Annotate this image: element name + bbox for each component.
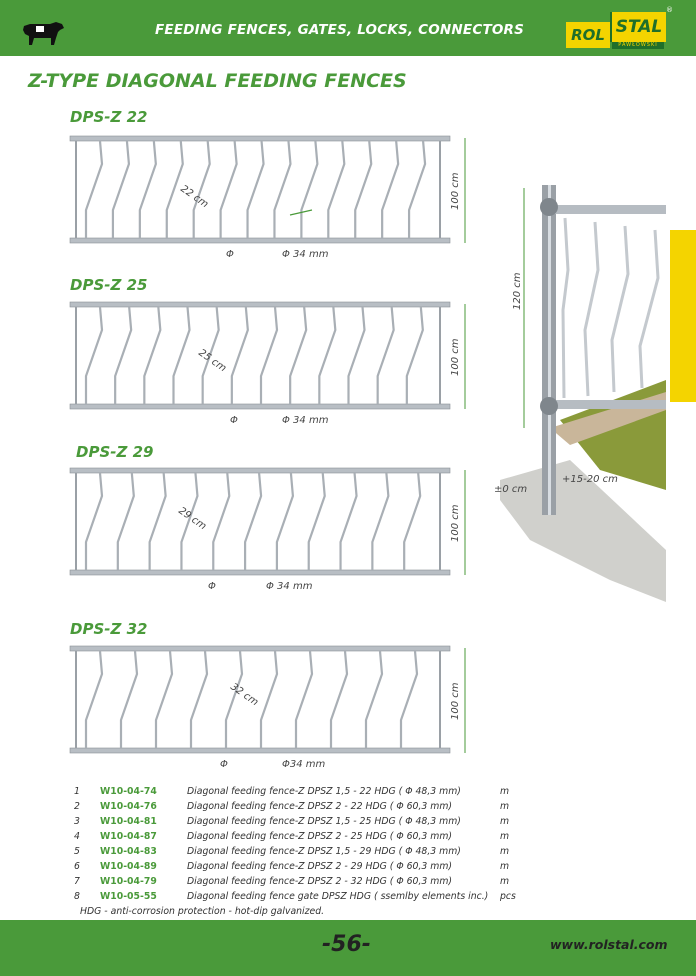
product-unit: m (500, 816, 510, 827)
phi-label-3: Φ (208, 581, 216, 592)
product-code: W10-05-55 (100, 891, 157, 902)
gap-label-4: 32 cm (228, 681, 261, 709)
table-row (74, 801, 544, 816)
rolstal-logo: ROL STAL PAWŁOWSKI ® (566, 12, 666, 48)
product-no: 6 (74, 861, 80, 872)
fence-drawing-4 (60, 640, 480, 780)
pipe-label-3: Φ 34 mm (266, 581, 313, 592)
page-number: -56- (322, 932, 371, 957)
table-row (74, 816, 544, 831)
table-row (74, 846, 544, 861)
product-no: 5 (74, 846, 80, 857)
fence-bars-3 (70, 468, 450, 575)
model-label-4: DPS-Z 32 (70, 620, 148, 638)
product-unit: m (500, 786, 510, 797)
fence-bars-1 (70, 136, 450, 243)
product-code: W10-04-76 (100, 801, 157, 812)
product-unit: m (500, 801, 510, 812)
product-no: 1 (74, 786, 80, 797)
yellow-side-tab (670, 230, 696, 402)
product-unit: m (500, 876, 510, 887)
product-desc: Diagonal feeding fence-Z DPSZ 2 - 32 HDG ( Φ 60,3 mm) (187, 876, 453, 887)
product-unit: m (500, 861, 510, 872)
product-desc: Diagonal feeding fence-Z DPSZ 1,5 - 29 HDG ( Φ 48,3 mm) (187, 846, 461, 857)
phi-label-4: Φ (220, 759, 228, 770)
pipe-label-2: Φ 34 mm (282, 415, 329, 426)
fence-drawing-1 (60, 130, 480, 270)
product-no: 8 (74, 891, 80, 902)
pipe-label-1: Φ 34 mm (282, 249, 329, 260)
website-link[interactable]: www.rolstal.com (550, 937, 668, 952)
product-code: W10-04-81 (100, 816, 157, 827)
fence-drawing-3 (60, 462, 480, 602)
table-row (74, 876, 544, 891)
product-desc: Diagonal feeding fence-Z DPSZ 1,5 - 25 HDG ( Φ 48,3 mm) (187, 816, 461, 827)
gap-label-2: 25 cm (196, 347, 229, 375)
product-no: 3 (74, 816, 80, 827)
phi-label-1: Φ (226, 249, 234, 260)
table-row (74, 861, 544, 876)
product-code: W10-04-79 (100, 876, 157, 887)
height-label-1: 100 cm (450, 172, 461, 210)
header-bar (0, 0, 696, 56)
photo-offset-label: +15-20 cm (562, 474, 618, 485)
product-no: 4 (74, 831, 80, 842)
product-unit: m (500, 846, 510, 857)
product-code: W10-04-89 (100, 861, 157, 872)
cow-icon (20, 18, 66, 46)
model-label-3: DPS-Z 29 (76, 443, 154, 461)
product-desc: Diagonal feeding fence-Z DPSZ 2 - 25 HDG ( Φ 60,3 mm) (187, 831, 453, 842)
product-table (74, 786, 544, 906)
photo-height-label: 120 cm (512, 272, 523, 310)
table-row (74, 891, 544, 906)
height-label-2: 100 cm (450, 338, 461, 376)
product-desc: Diagonal feeding fence-Z DPSZ 2 - 22 HDG ( Φ 60,3 mm) (187, 801, 453, 812)
product-no: 2 (74, 801, 80, 812)
product-no: 7 (74, 876, 80, 887)
table-row (74, 786, 544, 801)
table-row (74, 831, 544, 846)
gap-label-1: 22 cm (178, 183, 211, 211)
product-code: W10-04-74 (100, 786, 157, 797)
height-label-3: 100 cm (450, 504, 461, 542)
product-desc: Diagonal feeding fence-Z DPSZ 1,5 - 22 HDG ( Φ 48,3 mm) (187, 786, 461, 797)
fence-drawing-2 (60, 296, 480, 436)
gap-label-3: 29 cm (176, 505, 209, 533)
height-label-4: 100 cm (450, 682, 461, 720)
phi-label-2: Φ (230, 415, 238, 426)
fence-bars-4 (70, 646, 450, 753)
model-label-2: DPS-Z 25 (70, 276, 148, 294)
hdg-note: HDG - anti-corrosion protection - hot-dip galvanized. (80, 906, 325, 917)
product-code: W10-04-87 (100, 831, 157, 842)
page-title: Z-TYPE DIAGONAL FEEDING FENCES (28, 70, 407, 92)
header-title: FEEDING FENCES, GATES, LOCKS, CONNECTORS (155, 22, 525, 38)
product-unit: m (500, 831, 510, 842)
product-desc: Diagonal feeding fence gate DPSZ HDG ( ssemlby elements inc.) (187, 891, 489, 902)
product-code: W10-04-83 (100, 846, 157, 857)
fence-bars-2 (70, 302, 450, 409)
pipe-label-4: Φ34 mm (282, 759, 326, 770)
product-unit: pcs (500, 891, 516, 902)
model-label-1: DPS-Z 22 (70, 108, 148, 126)
fence-installation-photo (490, 170, 670, 610)
product-desc: Diagonal feeding fence-Z DPSZ 2 - 29 HDG ( Φ 60,3 mm) (187, 861, 453, 872)
photo-zero-label: ±0 cm (494, 484, 528, 495)
